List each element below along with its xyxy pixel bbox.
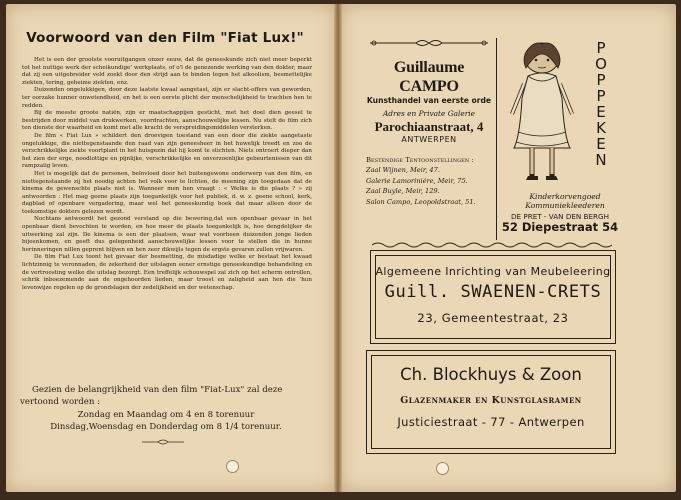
foreword-paragraph: Duizenden ongelukkigen, door deze laatste kwaal aangetast, zijn er slacht-offers van geworden, ter oorzake hunner onwetendheid, en het is een eerste plicht der menschelijkheid te trachten hen te redden. bbox=[22, 87, 312, 109]
campo-exhibitions bbox=[366, 155, 492, 207]
schedule-line-weekdays: Dinsdag,Woensdag en Donderdag om 8 1/4 torenuur. bbox=[50, 422, 282, 433]
campo-adres: Adres en Private Galerie bbox=[382, 109, 476, 118]
poppeken-goods-line: Kinderkorvengoed bbox=[529, 192, 601, 201]
campo-city: ANTWERPEN bbox=[401, 135, 457, 144]
foreword-paragraph: Nochtans antwoordt het gezond verstand op die bewering,dat een openbaar gevaar in het openbaar dient bevochten te worden, en hoe meer de plaats toegankelijk is, hoe dengdelijker de uitwerking zal zijn. De kinema is een der plaatsen, waar wat voorheen duizenden jonge lieden bijeenkomen, en geeft dus gelegenheid aanschouwelijke lessen voor te stellen die in hunne herinneringen nillen geprent blijven en hen zeer dikwijls tegen de ergste gevaren zullen vrijwaren. bbox=[22, 216, 312, 253]
screening-schedule bbox=[20, 384, 312, 434]
swaenen-tagline: Algemeene Inrichting van Meubeleering bbox=[375, 265, 611, 278]
swaenen-advertisement bbox=[370, 250, 616, 344]
page-title: Voorwoord van den Film "Fiat Lux!" bbox=[26, 30, 304, 46]
blockhuys-trade: Glazenmaker en Kunstglasramen bbox=[400, 395, 582, 406]
swaenen-name: Guill. SWAENEN-CRETS bbox=[384, 282, 602, 302]
poppeken-goods-line: Kommuniekleederen bbox=[525, 201, 605, 210]
poppeken-vertical-title bbox=[592, 40, 610, 168]
binding-hole bbox=[436, 462, 449, 475]
poppeken-address: 52 Diepestraat 54 bbox=[501, 220, 619, 234]
poppeken-letter: P bbox=[596, 71, 606, 89]
blockhuys-name: Ch. Blockhuys & Zoon bbox=[400, 365, 582, 384]
binding-hole bbox=[226, 460, 239, 473]
foreword-paragraph: De film « Fiat Lux » schildert den droevigen toestand van een door die ziekte aangetaste ongelukkige, die niettegenstaande den raad van zijn geneesheer in het huwelijk treedt en zoo de verschrikkelijke ziekte voortplant in het huisgezin dat hij komt te stichten. Niets ontroert dieper dan het zien der erge, noodlottige en pijnlijke, verschrikkelijke en onverzoenlijke gebeurtenissen van dit rampzalig leven. bbox=[22, 132, 312, 170]
schedule-intro: Gezien de belangrijkheid van den film "Fiat-Lux" zal deze vertoond worden : bbox=[20, 385, 283, 408]
foreword-paragraph: Het is mogelijk dat de personen, beïnvloed door het buitengewone onderwerp van den film, en niettegenstaande zij het noodig achten het volk voor te lichten, de meening zijn toegedaan dat de kinema de gewenschte plaats niet is. Wanneer men hen vraagt : « Welke is die plaats ? » zij antwoorden : Het mag geene plaats zijn toegankelijk voor het publiek, d. w. z. geene school, kerk, dagblad of openbare vergadering, maar wel het geneeskundig boek dat maar alleen door de toekomstige dokters gelezen wordt. bbox=[22, 170, 312, 215]
foreword-paragraph: De film Fiat Lux toont het gevaar der besmetting, de misdadige welke er bestaat het kwaad lichtzinnig te veronnaden, de zekerheid der uitslagen eener ernstige geneeskundige behandeling en de vertroosting welke die uitslag bezorgt. Een treffelijk schouwspel zal zich op het scherm ontrollen, schrik inboezemende aan de ongehoorden lieden, maar troost en zaligheid aan hen die 'hun levenwijze regelen op de grondslagen der zedelijkheid en der wetenschap. bbox=[22, 254, 312, 291]
exhibitions-heading: Bestendige Tentoonstellingen : bbox=[366, 156, 474, 164]
campo-street: Parochiaanstraat, 4 bbox=[374, 119, 484, 134]
doll-illustration-icon bbox=[504, 40, 580, 188]
exhibition-location: Zaal Buyle, Meir, 129. bbox=[366, 187, 440, 196]
booklet-gutter bbox=[334, 4, 342, 492]
small-ornament-icon bbox=[140, 438, 186, 446]
swaenen-address: 23, Gemeentestraat, 23 bbox=[417, 311, 569, 325]
blockhuys-advertisement bbox=[366, 350, 616, 454]
exhibition-location: Salon Campo, Leopoldstraat, 51. bbox=[366, 197, 476, 206]
poppeken-goods bbox=[510, 192, 620, 210]
decorative-band-icon bbox=[370, 241, 614, 249]
campo-subtitle: Kunsthandel van eerste orde bbox=[366, 96, 492, 105]
poppeken-letter: N bbox=[595, 151, 607, 169]
poppeken-shop-name: DE PRET - VAN DEN BERGH bbox=[511, 212, 609, 221]
poppeken-letter: K bbox=[596, 119, 606, 137]
foreword-body bbox=[22, 57, 312, 292]
poppeken-letter: E bbox=[596, 103, 606, 121]
exhibition-location: Zaal Wijnen, Meir, 47. bbox=[366, 166, 440, 175]
campo-advertisement bbox=[366, 38, 492, 207]
poppeken-letter: P bbox=[596, 39, 606, 57]
poppeken-letter: E bbox=[596, 135, 606, 153]
foreword-paragraph: Het is een der grootste vooruitgangen onzer eeuw, dat de geneeskunde zich niet meer beperkt tot het nuttige werk der scheikundige' werkplaats, of o'l de genezende werking van den dokter, maar dat zij een uitgebreider veld zoekt door den strijd aan te binden tegen het alkoolism, besmettelijke ziekten, tering, geheime ziekten, enz. bbox=[22, 57, 312, 86]
campo-name: Guillaume CAMPO bbox=[393, 59, 465, 95]
column-divider bbox=[496, 38, 497, 240]
poppeken-letter: P bbox=[596, 87, 606, 105]
scroll-ornament-icon bbox=[366, 38, 492, 48]
poppeken-letter: O bbox=[595, 55, 607, 73]
foreword-paragraph: Bij de meeste groote natiën, zijn er maatschappijen gesticht, met het doel dien geesel te bestrijden door middel van drukwerken, voordrachten, aanschouwelijke lessen. Nu stelt de film zich ten dienste der waarheid en komt met alle kracht de verspreidingsmiddelen versterken. bbox=[22, 110, 312, 132]
exhibition-location: Galerie Lamoriniére, Meir, 75. bbox=[366, 176, 468, 185]
blockhuys-address: Justiciestraat - 77 - Antwerpen bbox=[397, 415, 585, 429]
schedule-line-weekend: Zondag en Maandag om 4 en 8 torenuur bbox=[77, 409, 255, 420]
